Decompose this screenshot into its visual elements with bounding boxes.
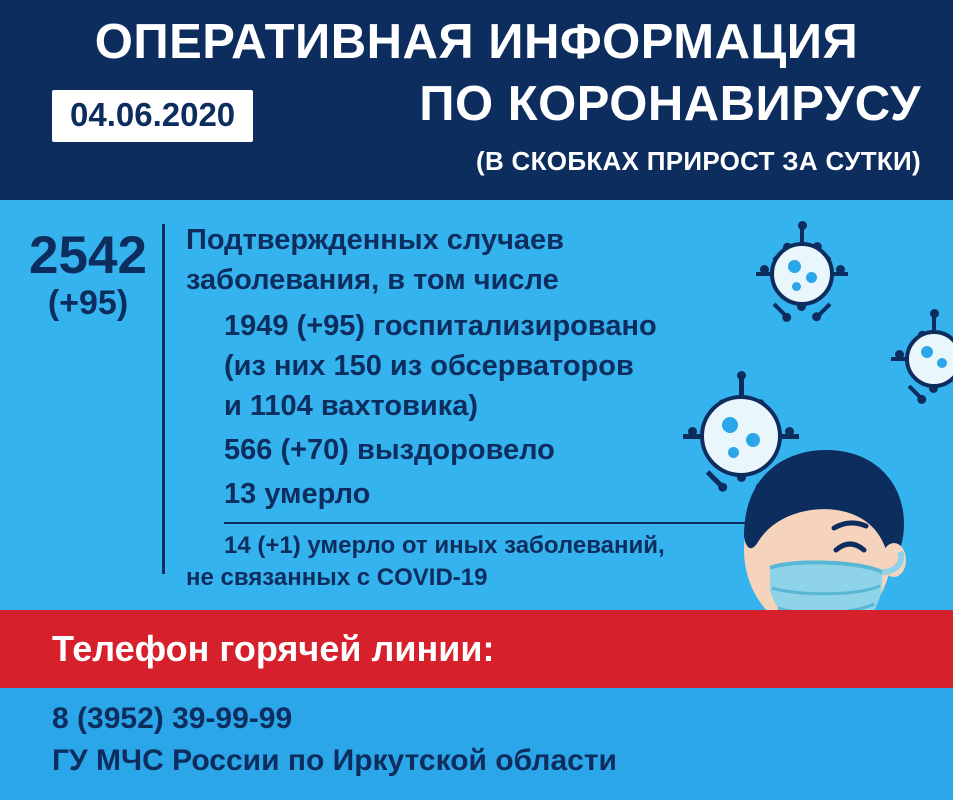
hospitalized-note-line1: (из них 150 из обсерваторов bbox=[224, 350, 634, 382]
hospitalized-line: 1949 (+95) госпитализировано bbox=[224, 310, 657, 342]
lead-text-line2: заболевания, в том числе bbox=[186, 264, 559, 296]
poster-footer bbox=[0, 688, 953, 800]
total-cases-number: 2542 bbox=[29, 226, 147, 285]
died-line: 13 умерло bbox=[224, 478, 371, 510]
virus-particle-icon bbox=[700, 395, 782, 477]
hospitalized-note-line2: и 1104 вахтовика) bbox=[224, 390, 479, 422]
hotline-banner bbox=[0, 610, 953, 688]
hotline-phone-number: 8 (3952) 39-99-99 bbox=[52, 702, 293, 735]
lead-text-line1: Подтвержденных случаев bbox=[186, 224, 564, 256]
header-title-line2: ПО КОРОНАВИРУСУ bbox=[419, 77, 921, 131]
header-title-line1: ОПЕРАТИВНАЯ ИНФОРМАЦИЯ bbox=[94, 15, 859, 69]
date-badge: 04.06.2020 bbox=[52, 90, 253, 142]
other-deaths-line2: не связанных с COVID-19 bbox=[186, 564, 488, 591]
recovered-line: 566 (+70) выздоровело bbox=[224, 434, 555, 466]
section-divider bbox=[224, 522, 799, 524]
hotline-label: Телефон горячей линии: bbox=[52, 628, 495, 669]
other-deaths-line1: 14 (+1) умерло от иных заболеваний, bbox=[224, 532, 665, 559]
statistics-body bbox=[0, 200, 953, 610]
total-cases-delta: (+95) bbox=[47, 284, 129, 322]
virus-particle-icon bbox=[905, 330, 953, 388]
virus-particle-icon bbox=[770, 242, 834, 306]
organization-name: ГУ МЧС России по Иркутской области bbox=[52, 744, 617, 777]
vertical-divider bbox=[162, 224, 165, 574]
header-subtitle: (В СКОБКАХ ПРИРОСТ ЗА СУТКИ) bbox=[476, 146, 921, 176]
poster-header bbox=[0, 0, 953, 200]
